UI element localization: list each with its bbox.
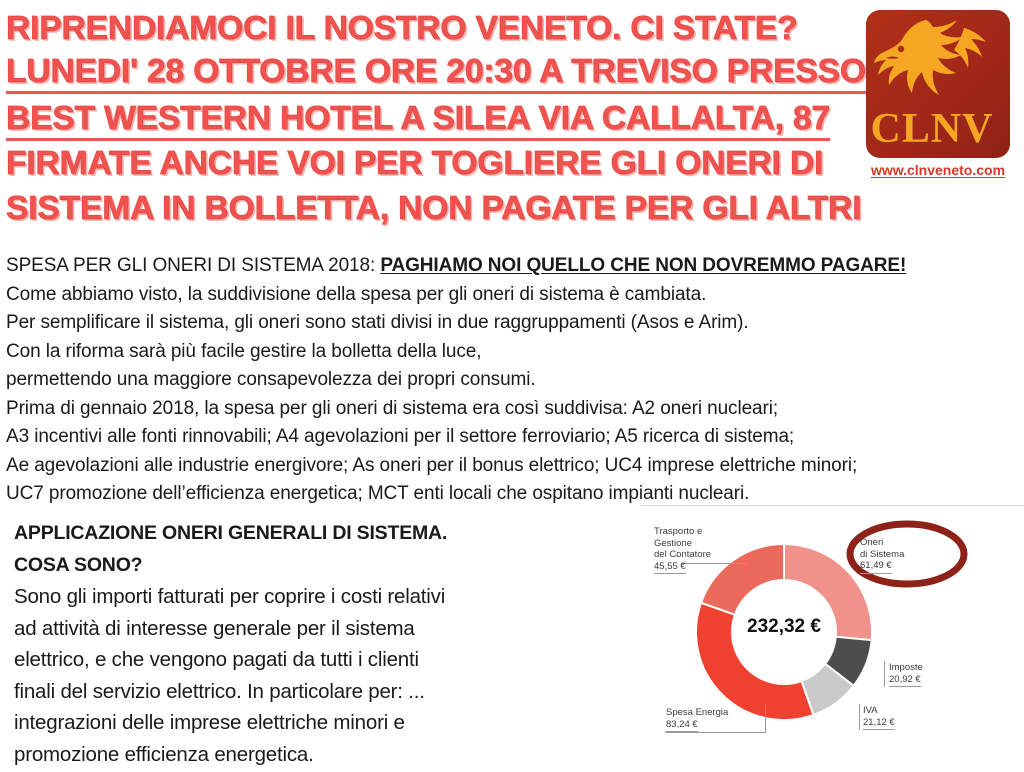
chart-label-line: Imposte: [889, 662, 923, 673]
body-text-block: [6, 252, 1016, 509]
donut-center-total: 232,32 €: [747, 616, 821, 637]
body-heading: [6, 252, 1016, 281]
chart-label-line: IVA: [863, 705, 878, 716]
chart-label-amount: 83,24 €: [666, 719, 698, 733]
leader-line-spesa-horizontal: [665, 732, 766, 733]
lower-left-paragraph-line: ad attività di interesse generale per il sistema: [14, 616, 415, 640]
chart-label-line: Gestione: [654, 537, 693, 549]
body-paragraph-line: permettendo una maggiore consapevolezza dei propri consumi.: [6, 369, 536, 390]
chart-label-amount: 45,55 €: [654, 561, 686, 575]
banner-line-2: LUNEDI' 28 OTTOBRE ORE 20:30 A TREVISO PRESSO: [6, 53, 866, 94]
banner-line-3: BEST WESTERN HOTEL A SILEA VIA CALLALTA, 87: [6, 100, 830, 141]
lower-left-paragraph-line: promozione efficienza energetica.: [14, 742, 314, 766]
leader-line-spesa: [765, 704, 766, 732]
lower-left-text-block: [14, 518, 624, 770]
chart-label-oneri-di-sistema: [860, 537, 904, 574]
logo-acronym: CLNV: [870, 106, 994, 152]
lower-left-paragraph-line: integrazioni delle imprese elettriche minori e: [14, 711, 405, 734]
lower-left-paragraph-line: finali del servizio elettrico. In particolare per: ...: [14, 679, 425, 703]
body-paragraph-line: Per semplificare il sistema, gli oneri sono stati divisi in due raggruppamenti (Asos e Arim).: [6, 312, 749, 333]
body-paragraph-line: Con la riforma sarà più facile gestire la bolletta della luce,: [6, 340, 482, 362]
body-heading-lead: SPESA PER GLI ONERI DI SISTEMA 2018:: [6, 255, 381, 276]
body-paragraph-line: Come abbiamo visto, la suddivisione della spesa per gli oneri di sistema è cambiata.: [6, 283, 707, 305]
chart-label-line: Spesa Energia: [666, 707, 729, 718]
lower-left-heading-line: APPLICAZIONE ONERI GENERALI DI SISTEMA.: [14, 522, 448, 544]
chart-label-amount: 21,12 €: [863, 717, 895, 731]
lion-icon: [868, 16, 996, 108]
chart-label-line: Oneri: [860, 537, 884, 548]
chart-label-amount: 61,49 €: [860, 560, 892, 574]
lower-left-paragraph-line: Sono gli importi fatturati per coprire i costi relativi: [14, 585, 446, 608]
banner-line-5: SISTEMA IN BOLLETTA, NON PAGATE PER GLI ALTRI: [6, 189, 862, 226]
chart-label-line: Trasporto e: [654, 526, 703, 537]
chart-label-line: di Sistema: [860, 548, 905, 560]
bill-breakdown-donut-chart: [641, 506, 1024, 772]
leader-line-iva: [859, 704, 860, 730]
leader-line-imposte: [884, 661, 885, 687]
body-heading-emphasis: PAGHIAMO NOI QUELLO CHE NON DOVREMMO PAGARE!: [380, 255, 907, 276]
chart-label-spesa-energia: [666, 707, 728, 732]
lower-left-heading-line: COSA SONO?: [14, 553, 143, 576]
chart-label-iva: [863, 705, 895, 730]
chart-label-trasporto: [654, 526, 711, 574]
chart-label-amount: 20,92 €: [889, 674, 921, 688]
logo-website-url[interactable]: www.clnveneto.com: [870, 162, 1006, 178]
body-paragraph-line: A3 incentivi alle fonti rinnovabili; A4 agevolazioni per il settore ferroviario; A5 ricerca di sistema;: [6, 426, 795, 447]
body-paragraph-line: Ae agevolazioni alle industrie energivore; As oneri per il bonus elettrico; UC4 imprese elettriche minori;: [6, 454, 858, 476]
body-paragraph-line: UC7 promozione dell’efficienza energetica; MCT enti locali che ospitano impianti nucleari.: [6, 483, 750, 504]
banner-line-4: FIRMATE ANCHE VOI PER TOGLIERE GLI ONERI DI: [6, 144, 824, 181]
clnv-logo[interactable]: [860, 10, 1016, 188]
lower-left-paragraph-line: elettrico, e che vengono pagati da tutti i clienti: [14, 648, 419, 671]
banner-line-1: RIPRENDIAMOCI IL NOSTRO VENETO. CI STATE?: [6, 9, 798, 46]
chart-label-imposte: [889, 662, 923, 687]
chart-label-line: del Contatore: [654, 549, 712, 560]
body-paragraph-line: Prima di gennaio 2018, la spesa per gli oneri di sistema era così suddivisa: A2 oneri nucleari;: [6, 397, 779, 419]
